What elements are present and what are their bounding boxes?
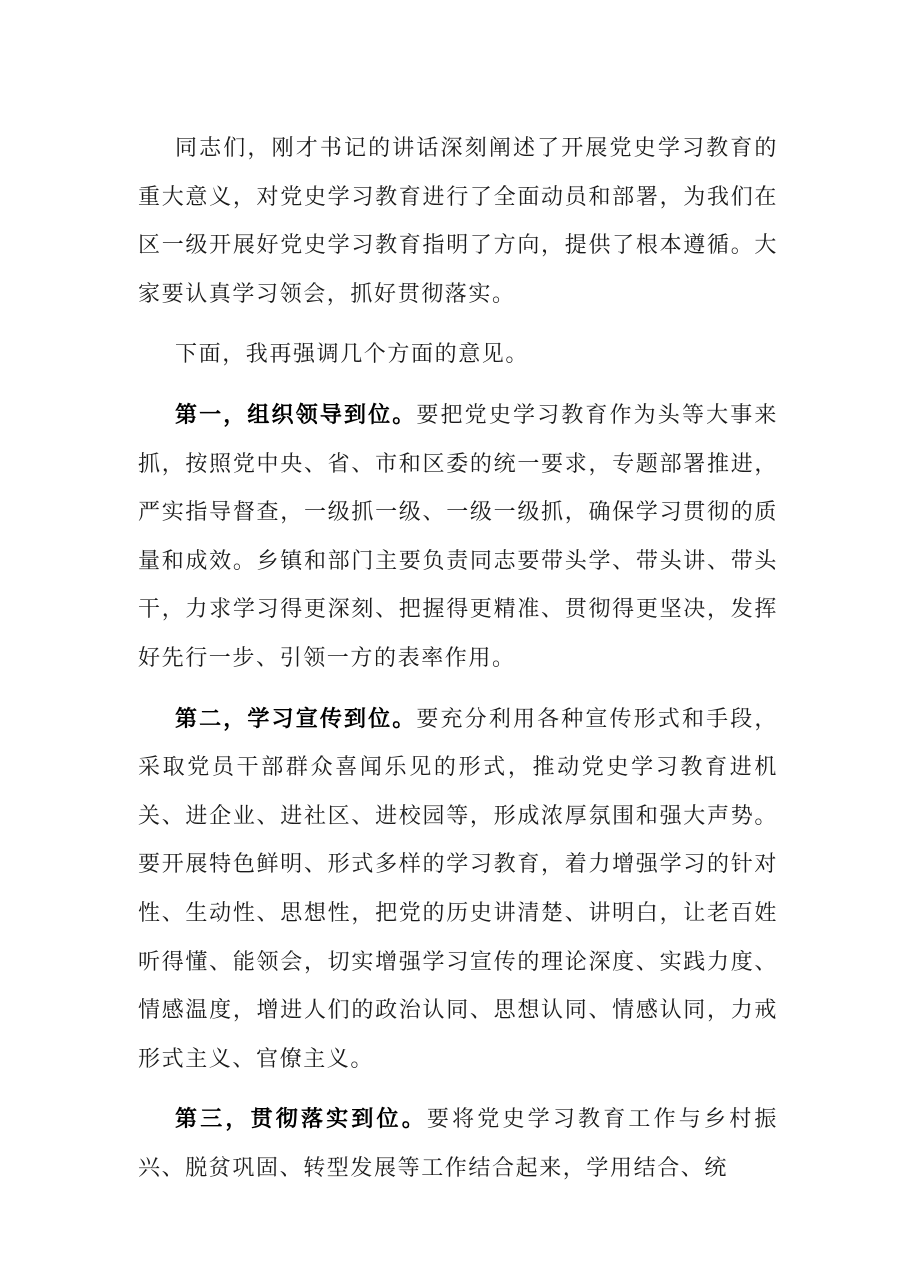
paragraph-heading: 第三，贯彻落实到位。 <box>175 1106 427 1133</box>
paragraph-text: 要将党史学习教育工作与乡村振兴、脱贫巩固、转型发展等工作结合起来，学用结合、统 <box>138 1107 778 1181</box>
paragraph-point-2 <box>138 695 778 1085</box>
paragraph-text: 要充分利用各种宣传形式和手段，采取党员干部群众喜闻乐见的形式，推动党史学习教育进机关、进企业、进社区、进校园等，形成浓厚氛围和强大声势。要开展特色鲜明、形式多样的学习教育，着力增强学习的针对性、生动性、思想性，把党的历史讲清楚、讲明白，让老百姓听得懂、能领会，切实增强学习宣传的理论深度、实践力度、情感温度，增进人们的政治认同、思想认同、情感认同，力戒形式主义、官僚主义。 <box>138 706 778 1072</box>
paragraph-heading: 第二，学习宣传到位。 <box>175 705 417 732</box>
paragraph-intro <box>138 124 778 319</box>
paragraph-text: 同志们，刚才书记的讲话深刻阐述了开展党史学习教育的重大意义，对党史学习教育进行了全面动员和部署，为我们在区一级开展好党史学习教育指明了方向，提供了根本遵循。大家要认真学习领会，抓好贯彻落实。 <box>138 136 778 307</box>
paragraph-text: 要把党史学习教育作为头等大事来抓，按照党中央、省、市和区委的统一要求，专题部署推进，严实指导督查，一级抓一级、一级一级抓，确保学习贯彻的质量和成效。乡镇和部门主要负责同志要带头学、带头讲、带头干，力求学习得更深刻、把握得更精准、贯彻得更坚决，发挥好先行一步、引领一方的表率作用。 <box>138 402 778 671</box>
paragraph-point-3 <box>138 1095 778 1193</box>
paragraph-transition <box>138 330 778 380</box>
document-body <box>138 124 778 1204</box>
paragraph-text: 下面，我再强调几个方面的意见。 <box>175 342 530 368</box>
paragraph-heading: 第一，组织领导到位。 <box>175 401 417 428</box>
paragraph-point-1 <box>138 391 778 684</box>
